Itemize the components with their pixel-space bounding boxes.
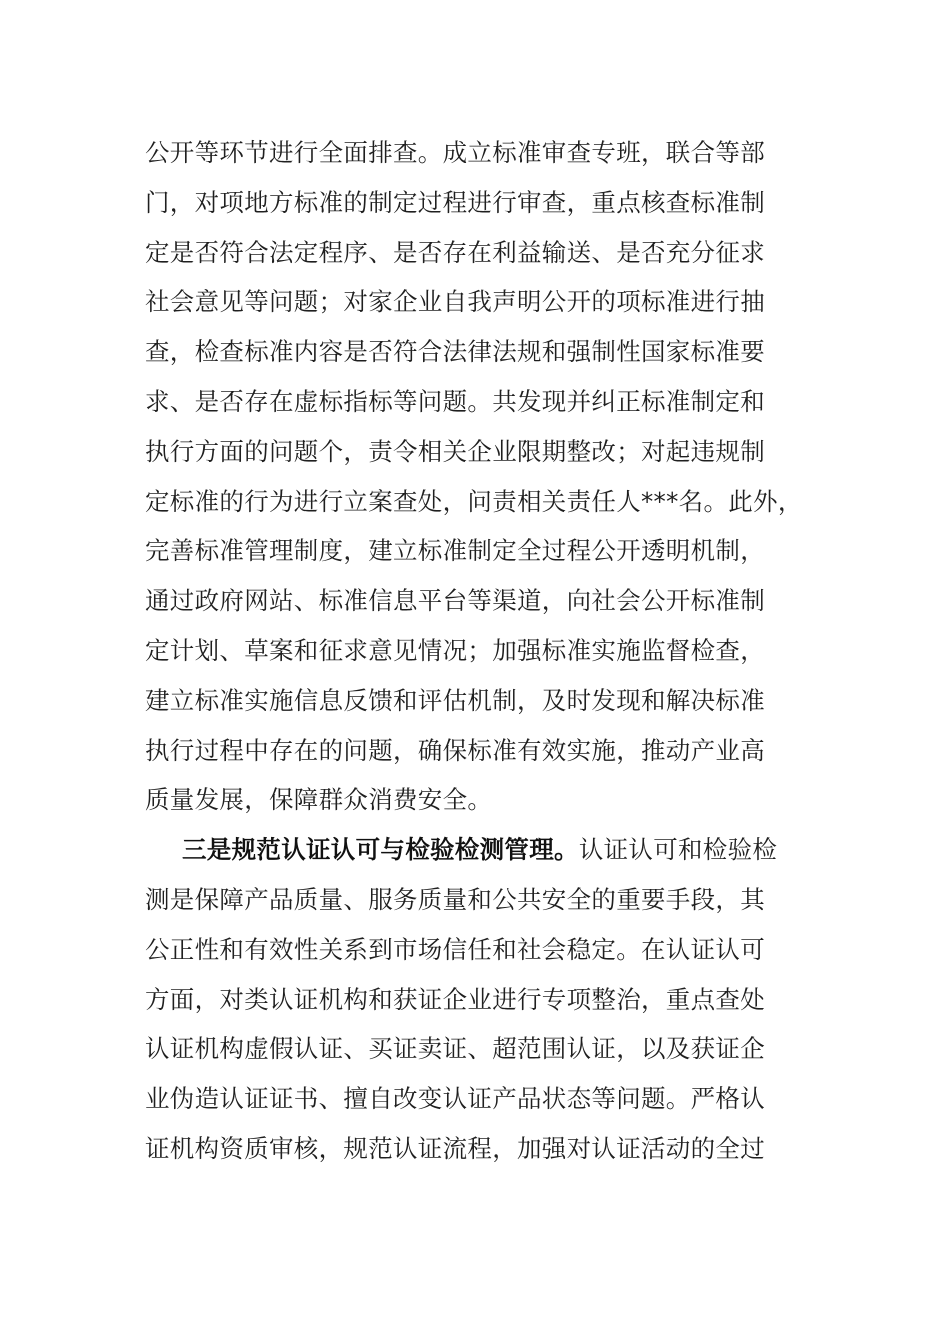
text-line: 社会意见等问题；对家企业自我声明公开的项标准进行抽	[145, 287, 765, 317]
section-3-first-line-text: 认证认可和检验检	[578, 835, 778, 865]
text-line: 定是否符合法定程序、是否存在利益输送、是否充分征求	[145, 237, 765, 267]
text-line: 通过政府网站、标准信息平台等渠道，向社会公开标准制	[145, 586, 765, 616]
text-line: 求、是否存在虚标指标等问题。共发现并纠正标准制定和	[145, 386, 765, 416]
text-line: 测是保障产品质量、服务质量和公共安全的重要手段，其	[145, 884, 765, 914]
text-line: 执行方面的问题个，责令相关企业限期整改；对起违规制	[145, 436, 765, 466]
text-line: 认证机构虚假认证、买证卖证、超范围认证，以及获证企	[145, 1034, 765, 1064]
section-3-first-line	[145, 825, 835, 875]
text-line: 公开等环节进行全面排查。成立标准审查专班，联合等部	[145, 138, 765, 167]
text-line: 业伪造认证证书、擅自改变认证产品状态等问题。严格认	[145, 1084, 765, 1114]
text-line: 定计划、草案和征求意见情况；加强标准实施监督检查，	[145, 635, 765, 665]
text-line: 证机构资质审核，规范认证流程，加强对认证活动的全过	[145, 1133, 765, 1163]
text-line: 方面，对类认证机构和获证企业进行专项整治，重点查处	[145, 984, 765, 1014]
text-line: 执行过程中存在的问题，确保标准有效实施，推动产业高	[145, 735, 765, 765]
text-line: 查，检查标准内容是否符合法律法规和强制性国家标准要	[145, 337, 765, 367]
text-line: 完善标准管理制度，建立标准制定全过程公开透明机制，	[145, 536, 765, 566]
body-text	[145, 128, 835, 1174]
section-3-heading: 三是规范认证认可与检验检测管理。	[182, 835, 579, 865]
text-line: 建立标准实施信息反馈和评估机制，及时发现和解决标准	[145, 685, 765, 715]
text-line: 公正性和有效性关系到市场信任和社会稳定。在认证认可	[145, 934, 765, 964]
text-line: 门，对项地方标准的制定过程进行审查，重点核查标准制	[145, 187, 765, 217]
text-line: 质量发展，保障群众消费安全。	[145, 785, 493, 815]
text-line: 定标准的行为进行立案查处，问责相关责任人***名。此外，	[145, 486, 803, 516]
